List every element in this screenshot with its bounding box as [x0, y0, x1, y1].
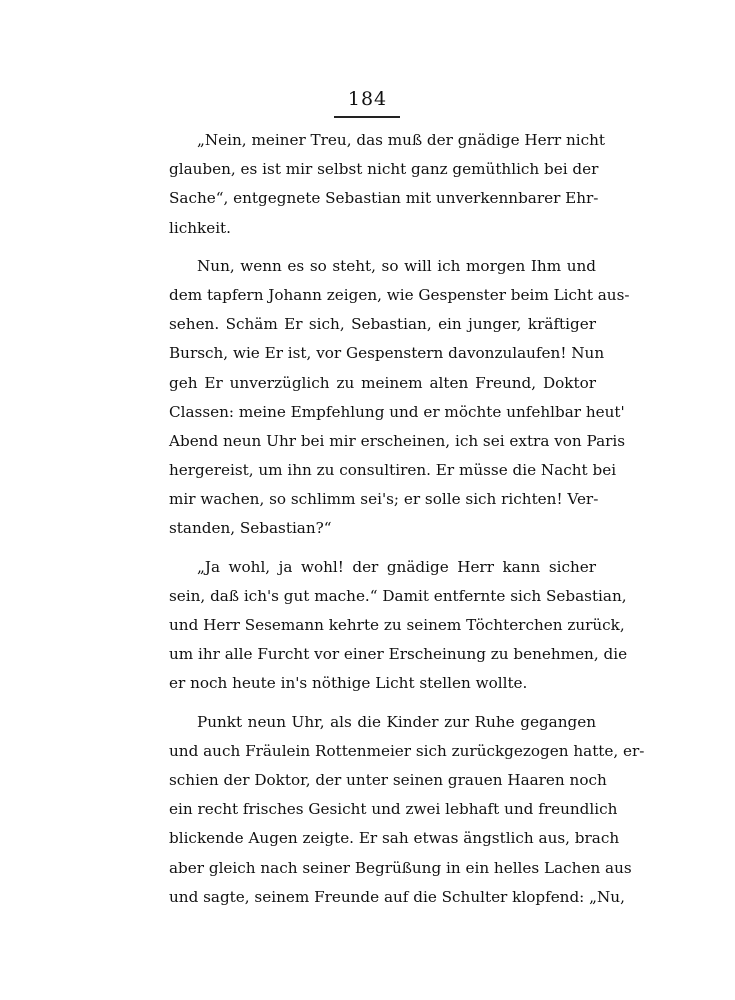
text-line: und sagte, seinem Freunde auf die Schulter klopfend: „Nu,: [169, 887, 625, 906]
text-line: mir wachen, so schlimm sei's; er solle sich richten! Ver-: [169, 490, 599, 509]
paragraph: [169, 126, 605, 243]
text-line: Bursch, wie Er ist, vor Gespenstern davonzulaufen! Nun: [169, 344, 605, 363]
text-line: Nun, wenn es so steht, so will ich morgen Ihm und: [197, 256, 596, 275]
page-number: 184: [347, 88, 388, 110]
text-line: er noch heute in's nöthige Licht stellen wollte.: [169, 674, 528, 693]
paragraph: [169, 708, 645, 912]
paragraph-gap: [169, 699, 596, 708]
body-text: [169, 126, 645, 912]
text-line: hergereist, um ihn zu consultiren. Er müsse die Nacht bei: [169, 461, 617, 480]
text-line: „Ja wohl, ja wohl! der gnädige Herr kann sicher: [197, 557, 596, 576]
paragraph: [169, 553, 628, 699]
text-line: glauben, es ist mir selbst nicht ganz gemüthlich bei der: [169, 160, 599, 179]
text-line: Classen: meine Empfehlung und er möchte unfehlbar heut': [169, 402, 625, 421]
text-line: „Nein, meiner Treu, das muß der gnädige Herr nicht: [197, 131, 605, 149]
text-line: lichkeit.: [169, 218, 231, 237]
text-line: Punkt neun Uhr, als die Kinder zur Ruhe gegangen: [197, 712, 596, 731]
paragraph: [169, 252, 630, 544]
text-line: und auch Fräulein Rottenmeier sich zurückgezogen hatte, er-: [169, 741, 645, 760]
text-line: standen, Sebastian?“: [169, 519, 332, 538]
text-line: blickende Augen zeigte. Er sah etwas ängstlich aus, brach: [169, 829, 620, 848]
text-line: dem tapfern Johann zeigen, wie Gespenster beim Licht aus-: [169, 285, 630, 304]
text-line: geh Er unverzüglich zu meinem alten Freund, Doktor: [169, 373, 596, 392]
text-line: sehen. Schäm Er sich, Sebastian, ein junger, kräftiger: [169, 315, 596, 334]
text-line: ein recht frisches Gesicht und zwei lebhaft und freundlich: [169, 800, 618, 819]
text-line: aber gleich nach seiner Begrüßung in ein helles Lachen aus: [169, 858, 632, 877]
text-line: und Herr Sesemann kehrte zu seinem Töchterchen zurück,: [169, 616, 625, 634]
page-number-rule: [334, 116, 400, 118]
text-line: sein, daß ich's gut mache.“ Damit entfernte sich Sebastian,: [169, 586, 627, 605]
text-line: schien der Doktor, der unter seinen grauen Haaren noch: [169, 770, 607, 789]
paragraph-gap: [169, 243, 596, 252]
text-line: um ihr alle Furcht vor einer Erscheinung zu benehmen, die: [169, 645, 628, 664]
text-line: Sache“, entgegnete Sebastian mit unverkennbarer Ehr-: [169, 189, 599, 208]
paragraph-gap: [169, 544, 596, 553]
text-line: Abend neun Uhr bei mir erscheinen, ich sei extra von Paris: [169, 431, 626, 450]
